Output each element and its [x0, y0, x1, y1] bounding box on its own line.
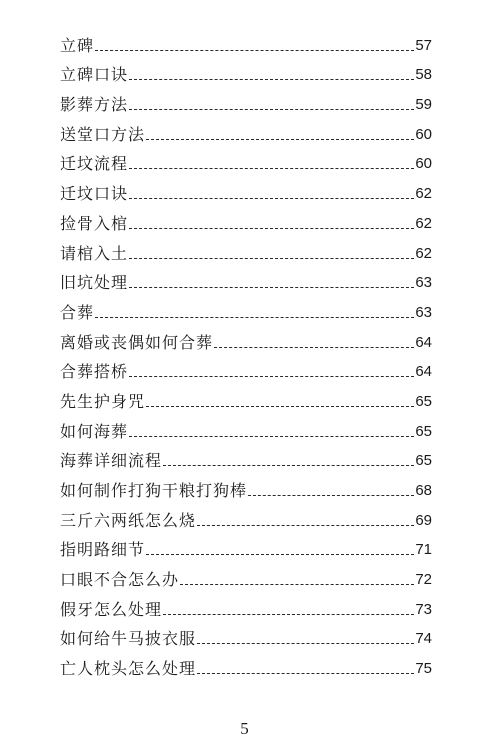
- toc-entry-title: 口眼不合怎么办: [60, 570, 180, 590]
- toc-entry-title: 假牙怎么处理: [60, 599, 163, 619]
- toc-entry-title: 迁坟流程: [60, 154, 129, 174]
- toc-entry: [60, 353, 432, 383]
- toc-entry-title: 如何给牛马披衣服: [60, 629, 197, 649]
- toc-entry-page-number: 62: [415, 214, 432, 232]
- toc-entry-page-number: 57: [415, 36, 432, 54]
- toc-dot-leader: [95, 50, 414, 51]
- toc-entry: [60, 323, 432, 353]
- toc-dot-leader: [95, 317, 414, 318]
- toc-entry: [60, 620, 432, 650]
- toc-dot-leader: [146, 406, 414, 407]
- toc-entry: [60, 26, 432, 56]
- toc-entry-title: 旧坑处理: [60, 273, 129, 293]
- toc-entry: [60, 56, 432, 86]
- toc-entry: [60, 174, 432, 204]
- toc-entry: [60, 590, 432, 620]
- toc-entry-title: 先生护身咒: [60, 391, 146, 411]
- toc-dot-leader: [129, 258, 414, 259]
- toc-entry-page-number: 65: [415, 392, 432, 410]
- toc-entry-page-number: 68: [415, 482, 432, 499]
- toc-entry-title: 立碑口诀: [60, 65, 129, 85]
- toc-dot-leader: [129, 198, 414, 199]
- toc-entry-title: 送堂口方法: [60, 124, 146, 144]
- toc-entry: [60, 85, 432, 115]
- toc-entry-title: 海葬详细流程: [60, 451, 163, 471]
- toc-entry: [60, 442, 432, 472]
- toc-entry: [60, 471, 432, 501]
- toc-entry-page-number: 71: [415, 541, 432, 559]
- toc-entry: [60, 560, 432, 590]
- toc-entry: [60, 145, 432, 175]
- toc-entry-title: 捡骨入棺: [60, 213, 129, 233]
- toc-entry-title: 如何制作打狗干粮打狗棒: [60, 481, 248, 500]
- toc-entry-page-number: 75: [415, 660, 432, 678]
- toc-dot-leader: [197, 673, 414, 674]
- toc-dot-leader: [129, 228, 414, 229]
- toc-entry-title: 如何海葬: [60, 421, 129, 441]
- toc-entry-page-number: 59: [415, 96, 432, 114]
- toc-entry-title: 三斤六两纸怎么烧: [60, 510, 197, 530]
- toc-entry-page-number: 60: [415, 125, 432, 143]
- toc-dot-leader: [146, 554, 414, 555]
- toc-entry-page-number: 74: [415, 630, 432, 648]
- toc-dot-leader: [197, 525, 414, 526]
- toc-entry-title: 合葬搭桥: [60, 362, 129, 382]
- toc-entry-page-number: 65: [415, 422, 432, 440]
- toc-dot-leader: [248, 495, 414, 496]
- toc-dot-leader: [163, 465, 414, 466]
- toc-dot-leader: [129, 376, 414, 377]
- table-of-contents: [60, 26, 432, 679]
- toc-dot-leader: [163, 614, 414, 615]
- toc-entry: [60, 531, 432, 561]
- toc-entry-page-number: 73: [415, 600, 432, 618]
- toc-entry-title: 立碑: [60, 35, 95, 55]
- toc-entry-page-number: 64: [415, 363, 432, 381]
- toc-entry: [60, 382, 432, 412]
- toc-entry-page-number: 63: [415, 303, 432, 321]
- toc-entry: [60, 234, 432, 264]
- toc-entry-page-number: 62: [415, 244, 432, 262]
- toc-entry-title: 迁坟口诀: [60, 184, 129, 204]
- toc-entry-page-number: 69: [415, 511, 432, 529]
- toc-entry-title: 影葬方法: [60, 95, 129, 115]
- toc-dot-leader: [129, 109, 414, 110]
- toc-entry-title: 请棺入土: [60, 243, 129, 263]
- toc-entry: [60, 264, 432, 294]
- toc-dot-leader: [197, 643, 414, 644]
- toc-entry: [60, 501, 432, 531]
- toc-entry-page-number: 58: [415, 66, 432, 84]
- toc-entry-page-number: 65: [415, 452, 432, 470]
- toc-entry-title: 离婚或丧偶如何合葬: [60, 332, 214, 352]
- toc-entry-page-number: 60: [415, 155, 432, 173]
- toc-dot-leader: [129, 79, 414, 80]
- toc-entry: [60, 204, 432, 234]
- toc-entry: [60, 115, 432, 145]
- toc-entry: [60, 293, 432, 323]
- toc-entry: [60, 412, 432, 442]
- toc-entry-title: 亡人枕头怎么处理: [60, 659, 197, 679]
- toc-entry-title: 合葬: [60, 302, 95, 322]
- toc-entry: [60, 649, 432, 679]
- toc-dot-leader: [214, 347, 414, 348]
- toc-entry-page-number: 63: [415, 274, 432, 292]
- toc-entry-title: 指明路细节: [60, 540, 146, 560]
- page-number: 5: [240, 719, 249, 738]
- toc-dot-leader: [146, 139, 414, 140]
- toc-dot-leader: [129, 287, 414, 288]
- toc-entry-page-number: 62: [415, 185, 432, 203]
- toc-dot-leader: [180, 584, 414, 585]
- toc-dot-leader: [129, 168, 414, 169]
- toc-entry-page-number: 72: [415, 571, 432, 589]
- toc-entry-page-number: 64: [415, 333, 432, 351]
- toc-dot-leader: [129, 436, 414, 437]
